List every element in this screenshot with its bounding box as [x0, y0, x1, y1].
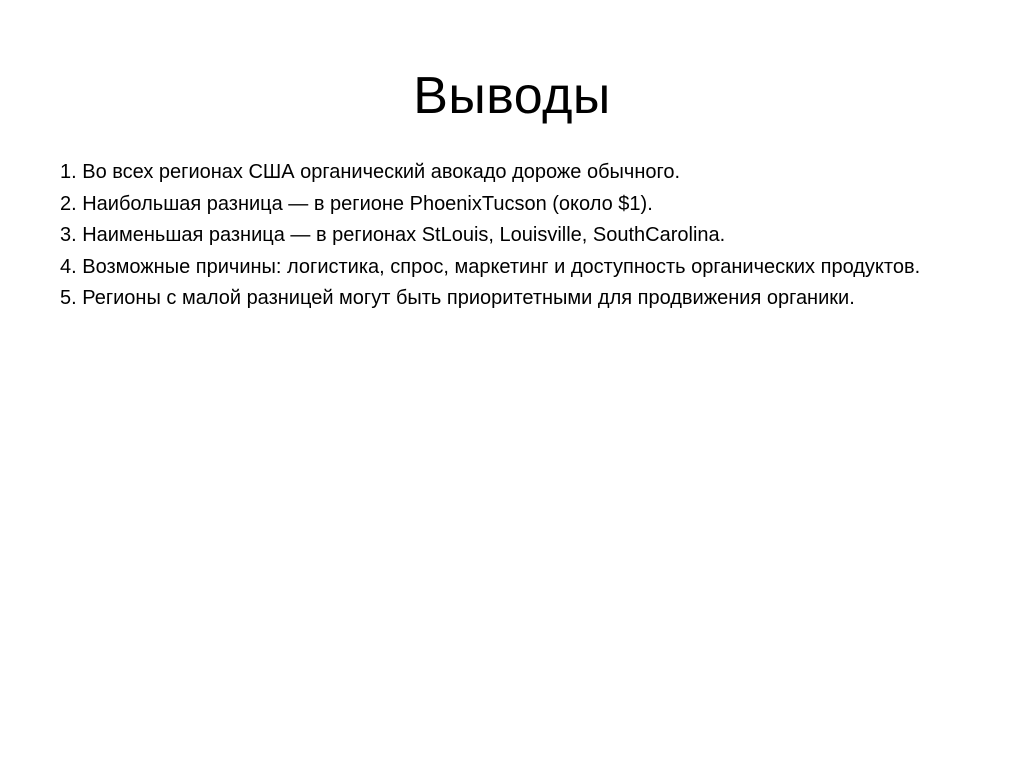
conclusion-point-4: 4. Возможные причины: логистика, спрос, маркетинг и доступность органических продуктов. — [60, 255, 921, 278]
slide-body — [60, 157, 975, 315]
conclusion-point-3: 3. Наименьшая разница — в регионах StLouis, Louisville, SouthCarolina. — [60, 224, 726, 246]
slide-title: Выводы — [413, 67, 611, 125]
conclusion-point-2: 2. Наибольшая разница — в регионе PhoenixTucson (около $1). — [60, 192, 653, 215]
conclusion-point-1: 1. Во всех регионах США органический авокадо дороже обычного. — [60, 161, 681, 183]
conclusion-point-5: 5. Регионы с малой разницей могут быть приоритетными для продвижения органики. — [60, 287, 855, 309]
